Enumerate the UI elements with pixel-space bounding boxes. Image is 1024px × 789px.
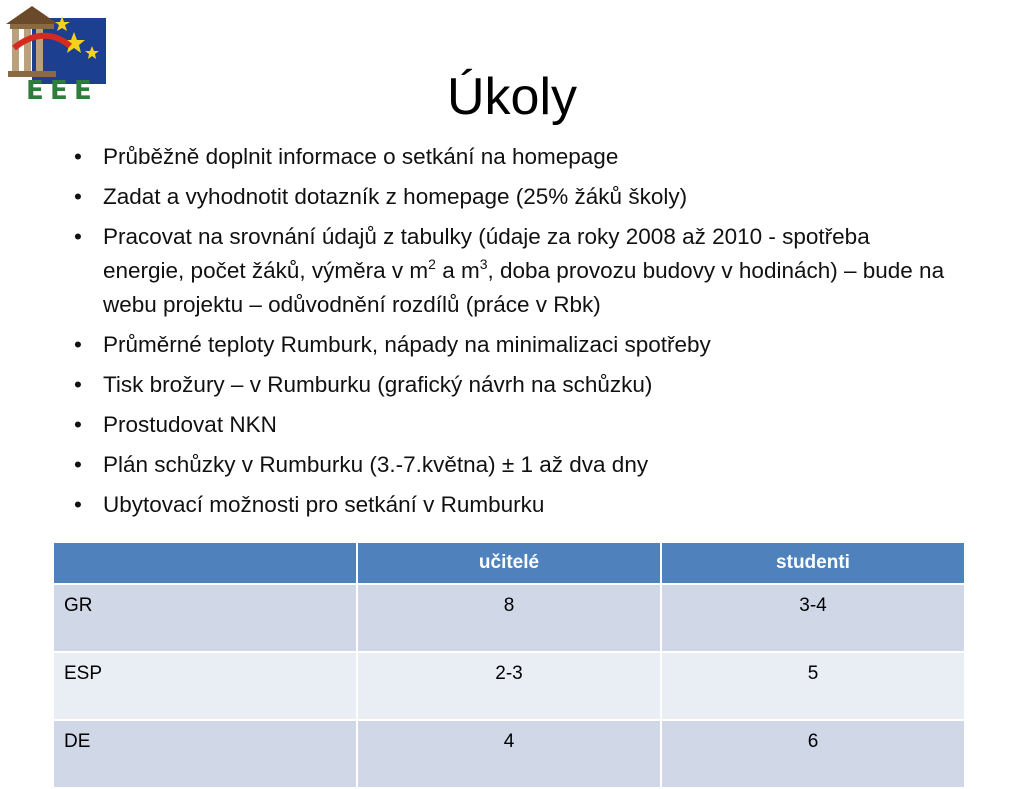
country-cell: ESP [53,652,357,720]
participants-table [52,541,966,789]
teachers-cell: 2-3 [357,652,661,720]
list-item-text: Průběžně doplnit informace o setkání na homepage [103,144,619,169]
list-item-text [103,224,944,317]
table-row [53,720,965,788]
table-row [53,584,965,652]
list-item [72,408,952,442]
superscript: 3 [479,256,488,272]
header-cell-empty [53,542,357,584]
list-item [72,180,952,214]
text-part: Pracovat na srovnání údajů z tabulky (údaje za roky 2008 až 2010 - spotřeba energie, počet žáků, výměra v m [103,224,870,283]
students-cell: 3-4 [661,584,965,652]
list-item-text: Tisk brožury – v Rumburku (grafický návrh na schůzku) [103,372,653,397]
svg-text:E: E [50,76,68,102]
list-item [72,448,952,482]
list-item-text: Zadat a vyhodnotit dotazník z homepage (25% žáků školy) [103,184,688,209]
country-cell: GR [53,584,357,652]
table-row [53,652,965,720]
bullet-icon: • [74,332,82,357]
teachers-cell: 4 [357,720,661,788]
bullet-icon: • [74,412,82,437]
list-item-text: Ubytovací možnosti pro setkání v Rumburku [103,492,545,517]
list-item [72,488,952,522]
header-cell-students: studenti [661,542,965,584]
text-part: a m [435,258,480,283]
list-item [72,140,952,174]
table-header-row [53,542,965,584]
bullet-icon: • [74,184,82,209]
list-item [72,220,952,322]
header-cell-teachers: učitelé [357,542,661,584]
svg-text:E: E [74,76,92,102]
bullet-icon: • [74,452,82,477]
svg-text:E: E [26,76,44,102]
superscript: 2 [428,256,436,272]
students-cell: 6 [661,720,965,788]
bullet-icon: • [74,492,82,517]
teachers-cell: 8 [357,584,661,652]
text-part: , doba provozu budovy v hodinách) – bude na webu projektu – odůvodnění rozdílů (práce v Rbk) [103,258,945,317]
list-item-text: Plán schůzky v Rumburku (3.-7.května) ± 1 až dva dny [103,452,649,477]
list-item-text: Prostudovat NKN [103,412,277,437]
list-item-text: Průměrné teploty Rumburk, nápady na minimalizaci spotřeby [103,332,711,357]
country-cell: DE [53,720,357,788]
bullet-icon: • [74,224,82,249]
bullet-icon: • [74,372,82,397]
slide-title: Úkoly [446,68,578,126]
list-item [72,328,952,362]
bullet-icon: • [74,144,82,169]
students-cell: 5 [661,652,965,720]
task-list [72,140,952,528]
list-item [72,368,952,402]
